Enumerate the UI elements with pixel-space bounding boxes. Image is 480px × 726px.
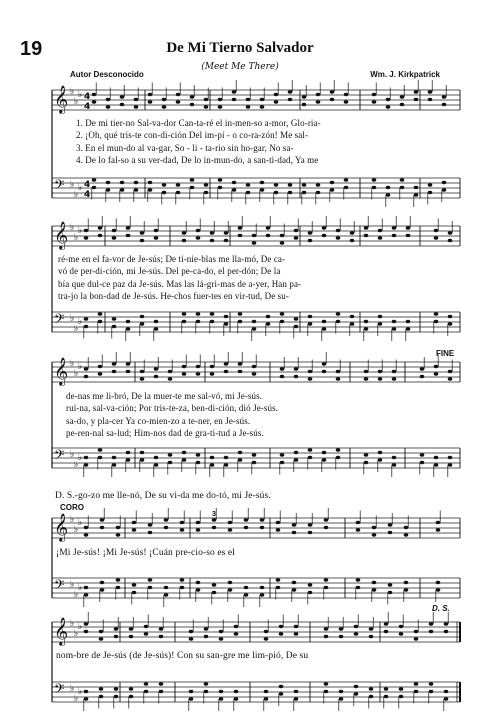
bass-clef-icon: 𝄢 [54, 681, 65, 700]
flat-icon: ♭ [78, 583, 83, 593]
treble-clef-icon: 𝄞 [54, 513, 69, 541]
verse-1-line-1: 1. De mi tier-no Sal-va-dor Can-ta-ré el in-men-so a-mor, Glo-ria- [76, 118, 321, 128]
verse-4-line-1: 4. De lo fal-so a su ver-dad, De lo in-mun-do, a san-ti-dad, Ya me [76, 154, 319, 165]
svg-text:4: 4 [84, 180, 91, 190]
flat-icon: ♭ [78, 518, 83, 528]
flat-icon: ♭ [74, 190, 79, 200]
flat-icon: ♭ [78, 622, 83, 632]
svg-text:4: 4 [84, 92, 91, 102]
triplet-mark: 3 [212, 511, 216, 518]
flat-icon: ♭ [74, 233, 79, 243]
coro-label: CORO [60, 503, 84, 512]
flat-icon: ♭ [70, 359, 75, 369]
verse-4-line-2: tra-jo la bon-dad de Je-sús. He-chos fuer-tes en vir-tud, De su- [58, 290, 289, 301]
flat-icon: ♭ [78, 90, 83, 100]
treble-clef-icon: 𝄞 [54, 357, 69, 385]
hymn-title: De Mi Tierno Salvador [166, 40, 314, 56]
flat-icon: ♭ [78, 317, 83, 327]
flat-icon: ♭ [74, 525, 79, 535]
author-credit: Autor Desconocido [70, 70, 144, 79]
chorus-line-1: ¡Mi Je-sús! ¡Mi Je-sús! ¡Cuán pre-cio-so es el [56, 548, 235, 558]
ds-label: D. S. [432, 604, 450, 613]
verse-2-line-2: vó de per-di-ción, mi Je-sús. Del pe-ca-do, el per-dón; De la [58, 266, 281, 277]
music-system-4 [0, 508, 480, 618]
flat-icon: ♭ [74, 460, 79, 470]
composer-credit: Wm. J. Kirkpatrick [370, 70, 440, 79]
treble-clef-icon: 𝄞 [54, 221, 69, 249]
flat-icon: ♭ [70, 180, 75, 190]
treble-clef-icon: 𝄞 [54, 85, 69, 113]
flat-icon: ♭ [78, 687, 83, 697]
verse-1-line-3: de-nas me li-bró, De la muer-te me sal-vó, mi Je-sús. [66, 391, 263, 401]
flat-icon: ♭ [74, 590, 79, 600]
flat-icon: ♭ [74, 97, 79, 107]
flat-icon: ♭ [78, 226, 83, 236]
verse-2-line-1: 2. ¡Oh, qué tris-te con-di-ción Del im-pí - o co-ra-zón! Me sal- [76, 130, 309, 141]
flat-icon: ♭ [74, 324, 79, 334]
bass-clef-icon: 𝄢 [54, 447, 65, 466]
ds-return-line: D. S.-go-zo me lle-nó, De su vi-da me do-tó, mi Je-sús. [55, 491, 271, 501]
fine-label: FINE [436, 349, 455, 358]
flat-icon: ♭ [70, 580, 75, 590]
bass-clef-icon: 𝄢 [54, 311, 65, 330]
flat-icon: ♭ [70, 515, 75, 525]
bass-clef-icon: 𝄢 [54, 577, 65, 596]
flat-icon: ♭ [70, 314, 75, 324]
flat-icon: ♭ [74, 369, 79, 379]
svg-text:4: 4 [84, 190, 91, 200]
flat-icon: ♭ [70, 619, 75, 629]
flat-icon: ♭ [74, 629, 79, 639]
verse-1-line-2: ré-me en el fa-vor de Je-sús; De ti-nie-blas me lla-mó, De ca- [58, 254, 286, 264]
flat-icon: ♭ [78, 362, 83, 372]
svg-text:4: 4 [84, 102, 91, 112]
verse-2-line-3: ruí-na, sal-va-ción; Por tris-te-za, ben-di-ción, dió Je-sús. [66, 403, 279, 414]
hymn-subtitle: (Meet Me There) [201, 62, 279, 72]
flat-icon: ♭ [74, 694, 79, 704]
flat-icon: ♭ [70, 223, 75, 233]
verse-3-line-1: 3. En el mun-do al va-gar, So - li - ta-rio sin ho-gar, No sa- [76, 142, 294, 153]
verse-3-line-2: bía que dul-ce paz da Je-sús. Mas las lá-gri-mas de a-yer, Han pa- [58, 278, 302, 289]
music-system-5 [0, 610, 480, 720]
chorus-line-2: nom-bre de Je-sús (de Je-sús)! Con su san-gre me lim-pió, De su [56, 651, 309, 661]
bass-clef-icon: 𝄢 [54, 177, 65, 196]
flat-icon: ♭ [70, 87, 75, 97]
hymn-number: 19 [20, 38, 43, 60]
flat-icon: ♭ [78, 453, 83, 463]
treble-clef-icon: 𝄞 [54, 617, 69, 645]
flat-icon: ♭ [78, 183, 83, 193]
verse-3-line-3: sa-do, y pla-cer Ya co-mien-zo a te-ner, en Je-sús. [66, 415, 251, 426]
verse-4-line-3: pe-ren-nal sa-lud; Him-nos dad de gra-ti-tud a Je-sús. [66, 427, 264, 438]
flat-icon: ♭ [70, 684, 75, 694]
flat-icon: ♭ [70, 450, 75, 460]
